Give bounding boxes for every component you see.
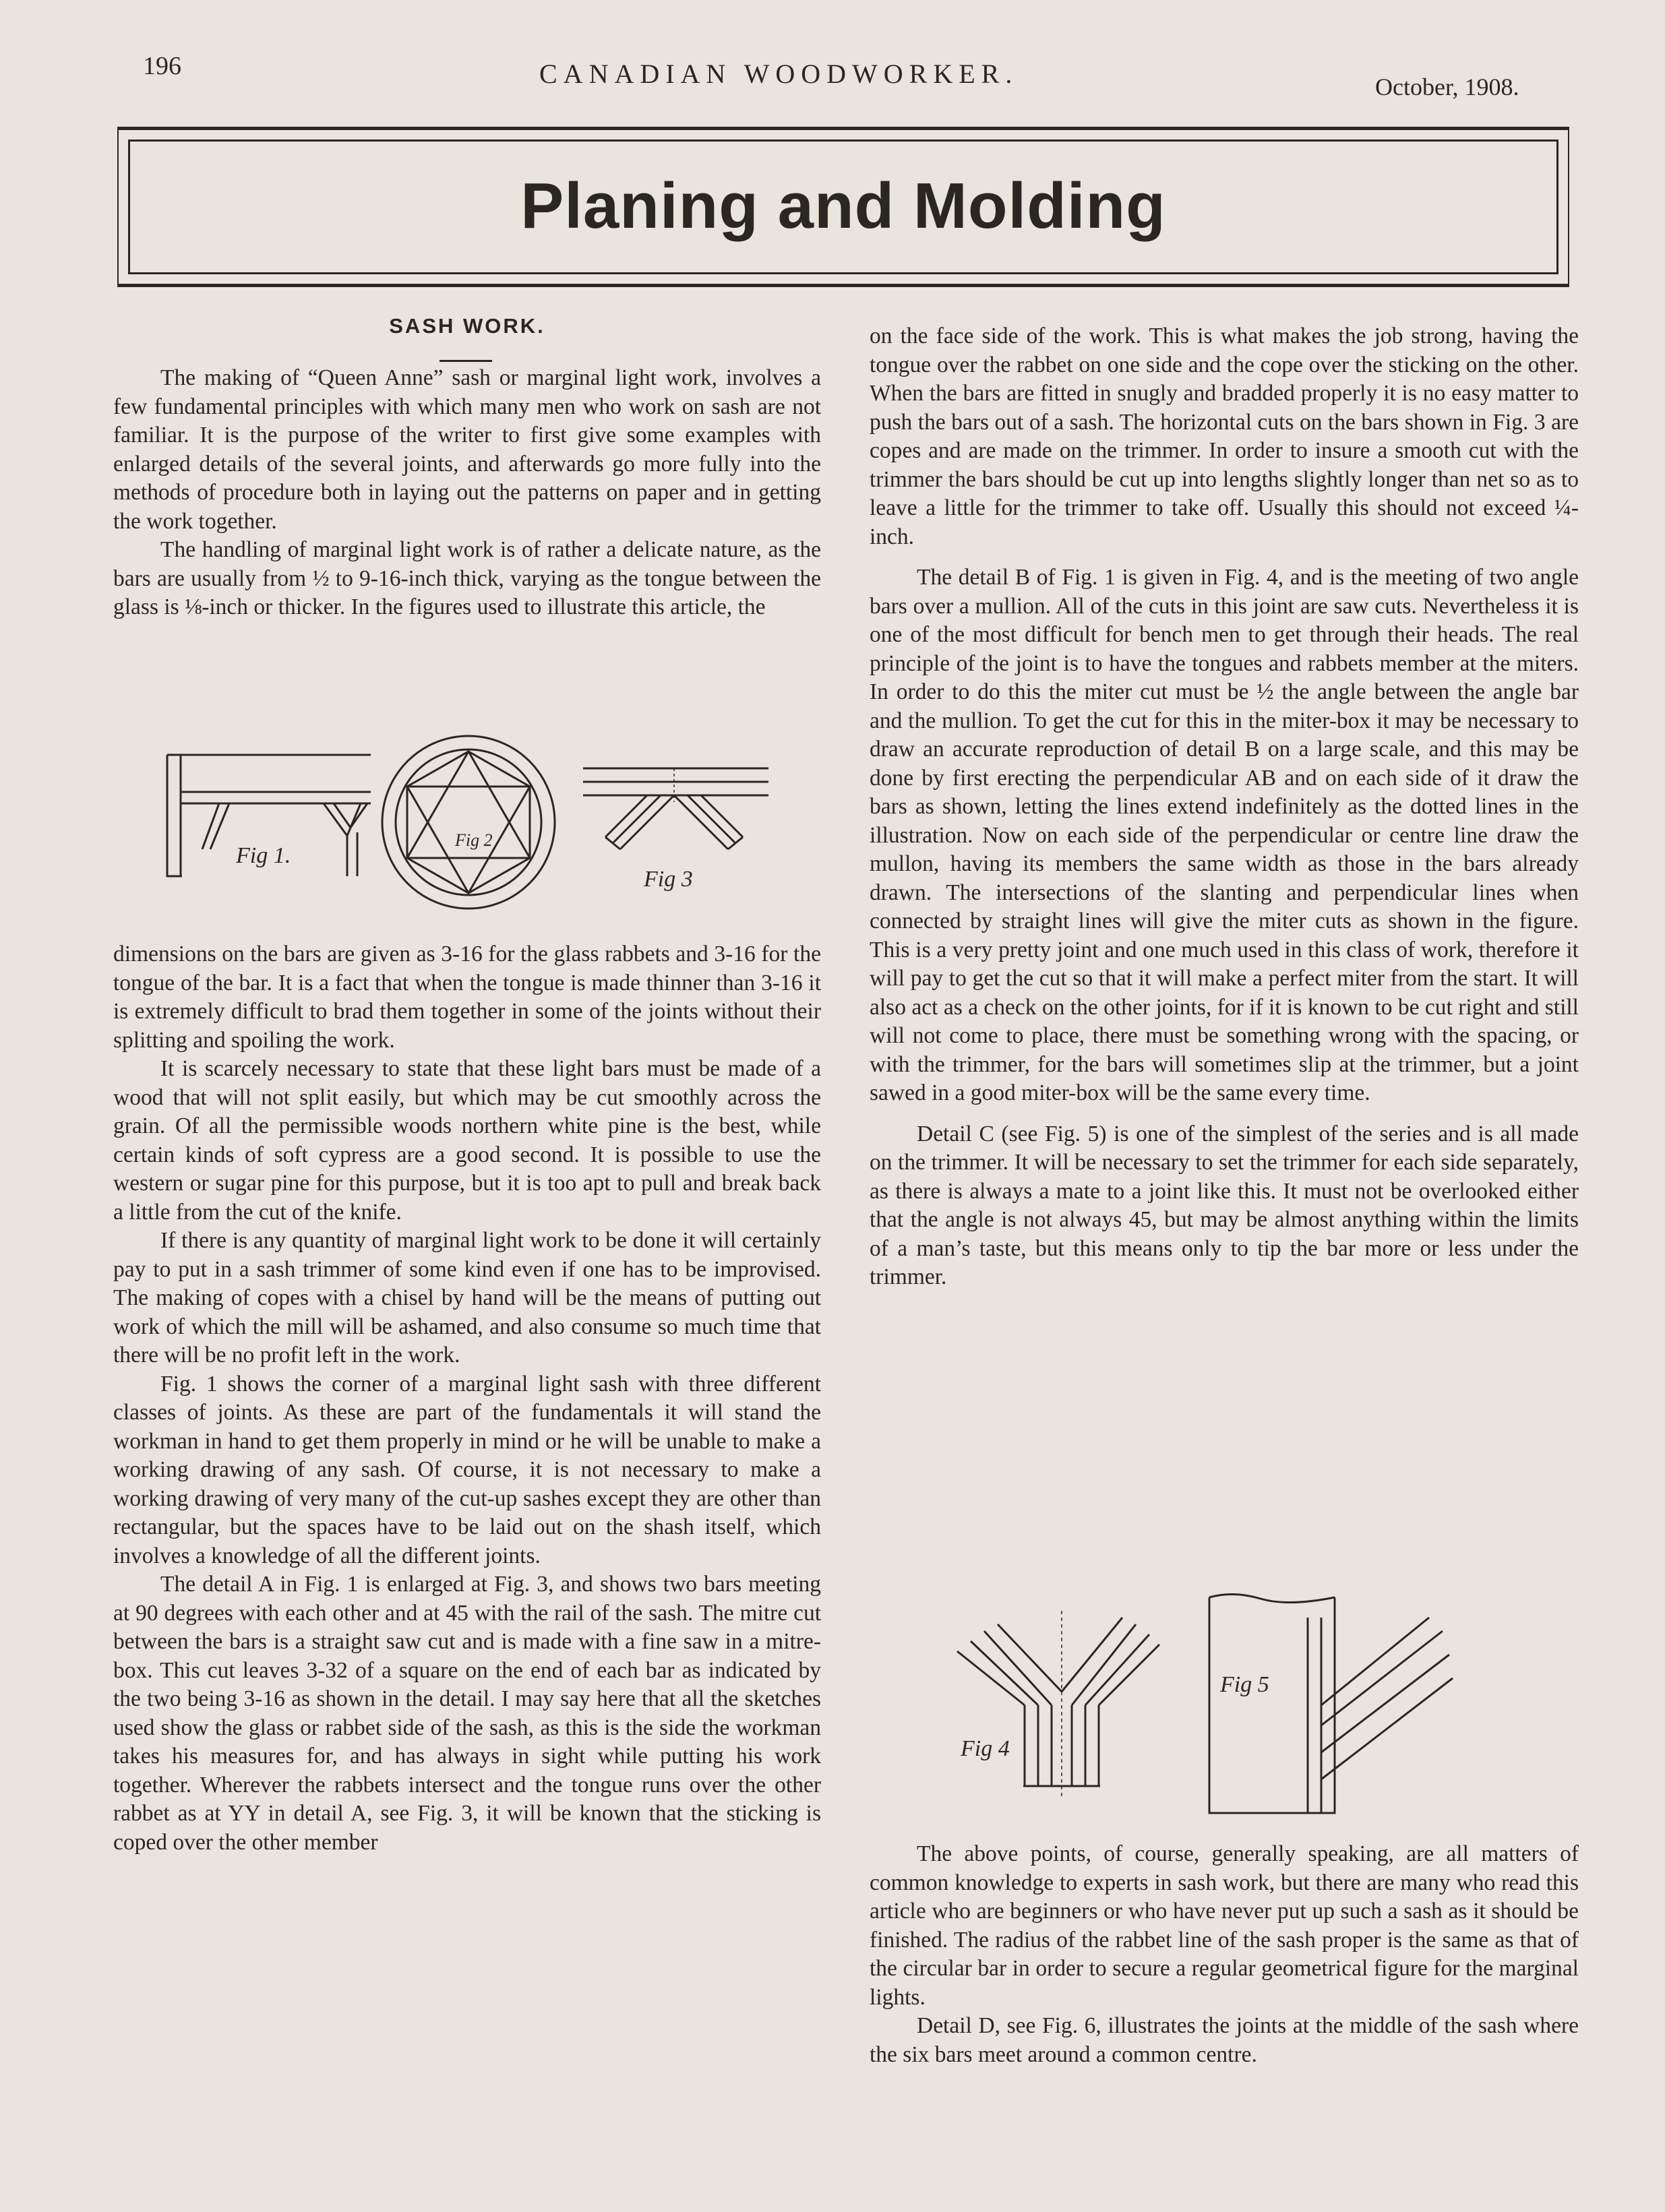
section-title: Planing and Molding bbox=[520, 170, 1166, 242]
right-column-bottom bbox=[870, 1840, 1579, 2069]
left-column-top bbox=[113, 364, 821, 622]
page-number: 196 bbox=[143, 52, 181, 80]
fig5-label: Fig 5 bbox=[1220, 1672, 1269, 1697]
figure-5 bbox=[1200, 1591, 1463, 1820]
paragraph: Detail C (see Fig. 5) is one of the simplest of the series and is all made on the trimmer. It will be necessary to set the trimmer for each side separately, as there is always a mate to a joint like this. It must not be overlooked either that the angle is not always 45, but may be almost anything within the limits of a man’s taste, but this means only to tip the bar more or less under the trimmer. bbox=[870, 1121, 1579, 1289]
paragraph: The handling of marginal light work is of rather a delicate nature, as the bars are usually from ½ to 9-16-inch thick, varying as the tongue between the glass is ⅛-inch or thicker. In the figures used to illustrate this article, the bbox=[113, 537, 821, 619]
fig4-label: Fig 4 bbox=[961, 1736, 1010, 1761]
figure-3 bbox=[580, 762, 775, 896]
masthead: CANADIAN WOODWORKER. bbox=[539, 59, 1019, 89]
paragraph: Detail D, see Fig. 6, illustrates the joints at the middle of the sash where the six bars meet around a common centre. bbox=[870, 2013, 1579, 2067]
fig1-label: Fig 1. bbox=[236, 843, 291, 868]
paragraph: The detail A in Fig. 1 is enlarged at Fig. 3, and shows two bars meeting at 90 degrees with each other and at 45 with the rail of the sash. The mitre cut between the bars is a straight saw cut and is made with a fine saw in a mitre-box. This cut leaves 3-32 of a square on the end of each bar as indicated by the two being 3-16 as shown in the detail. I may say here that all the sketches used show the glass or rabbet side of the sash, as this is the side the workman takes his measures for, and has always in sight while putting his work together. Wherever the rabbets intersect and the tongue runs over the other rabbet as at YY in detail A, see Fig. 3, it will be known that the sticking is coped over the other member bbox=[113, 1572, 821, 1855]
paragraph: dimensions on the bars are given as 3-16 for the glass rabbets and 3-16 for the tongue of the bar. It is a fact that when the tongue is made thinner than 3-16 it is extremely difficult to brad them together in some of the joints without their splitting and spoiling the work. bbox=[113, 942, 821, 1053]
paragraph: It is scarcely necessary to state that these light bars must be made of a wood that will not split easily, but which may be cut smoothly across the grain. Of all the permissible woods northern white pine is the best, while certain kinds of soft cypress are a good second. It is possible to use the western or sugar pine for this purpose, but it is too apt to pull and break back a little from the cut of the knife. bbox=[113, 1056, 821, 1225]
figure-1 bbox=[162, 741, 377, 896]
paragraph: The making of “Queen Anne” sash or marginal light work, involves a few fundamental principles with which many men who work on sash are not familiar. It is the purpose of the writer to first give some examples with enlarged details of the several joints, and afterwards go more fully into the methods of procedure both in laying out the patterns on paper and in getting the work together. bbox=[113, 365, 821, 534]
heading-rule bbox=[440, 360, 492, 362]
left-column-bottom bbox=[113, 940, 821, 1857]
figure-4 bbox=[944, 1604, 1173, 1806]
fig3-label: Fig 3 bbox=[644, 867, 693, 892]
section-title-box bbox=[117, 127, 1569, 287]
right-column-top bbox=[870, 322, 1579, 1292]
paragraph: Fig. 1 shows the corner of a marginal light sash with three different classes of joints. As these are part of the fundamentals it will stand the workman in hand to get them properly in mind or he will be unable to make a working drawing of any sash. Of course, it is not necessary to make a working drawing of very many of the cut-up sashes except they are other than rectangular, but the spaces have to be laid out on the shash itself, which involves a knowledge of all the different joints. bbox=[113, 1371, 821, 1568]
paragraph: The above points, of course, generally speaking, are all matters of common knowledge to experts in sash work, but there are many who read this article who are beginners or who have never put up such a sash as it should be finished. The radius of the rabbet line of the sash proper is the same as that of the circular bar in order to secure a regular geometrical figure for the marginal lights. bbox=[870, 1841, 1579, 2010]
issue-date: October, 1908. bbox=[1375, 73, 1519, 100]
paragraph: on the face side of the work. This is what makes the job strong, having the tongue over the rabbet on one side and the cope over the sticking on the other. When the bars are fitted in snugly and bradded properly it is no easy matter to push the bars out of a sash. The horizontal cuts on the bars shown in Fig. 3 are copes and are made on the trimmer. In order to insure a smooth cut with the trimmer the bars should be cut up into lengths slightly longer than net so as to leave a little for the trimmer to take off. Usually this should not exceed ¼-inch. bbox=[870, 324, 1579, 549]
fig2-label: Fig 2 bbox=[455, 830, 493, 850]
article-heading: SASH WORK. bbox=[389, 314, 545, 338]
paragraph: If there is any quantity of marginal light work to be done it will certainly pay to put in a sash trimmer of some kind even if one has to be improvised. The making of copes with a chisel by hand will be the means of putting out work of which the mill will be ashamed, and also consume so much time that there will be no profit left in the work. bbox=[113, 1228, 821, 1368]
figure-2 bbox=[374, 728, 563, 917]
paragraph: The detail B of Fig. 1 is given in Fig. 4, and is the meeting of two angle bars over a mullion. All of the cuts in this joint are saw cuts. Nevertheless it is one of the most difficult for bench men to get through their heads. The real principle of the joint is to have the tongues and rabbets member at the miters. In order to do this the miter cut must be ½ the angle between the angle bar and the mullion. To get the cut for this in the miter-box it may be necessary to draw an accurate reproduction of detail B on a large scale, and this may be done by first erecting the perpendicular AB and on each side of it draw the bars as shown, letting the lines extend indefinitely as the dotted lines in the illustration. Now on each side of the perpendicular or centre line draw the mullon, having its members the same width as those in the bars already drawn. The intersections of the slanting and perpendicular lines when connected by straight lines will give the miter cuts as shown in the figure. This is a very pretty joint and one much used in this class of work, therefore it will pay to get the cut so that it will make a perfect miter from the start. It will also act as a check on the other joints, for if it is known to be cut right and still will not come to place, there must be something wrong with the spacing, or with the trimmer, for the bars will sometimes slip at the trimmer, but a joint sawed in a good miter-box will be the same every time. bbox=[870, 565, 1579, 1105]
